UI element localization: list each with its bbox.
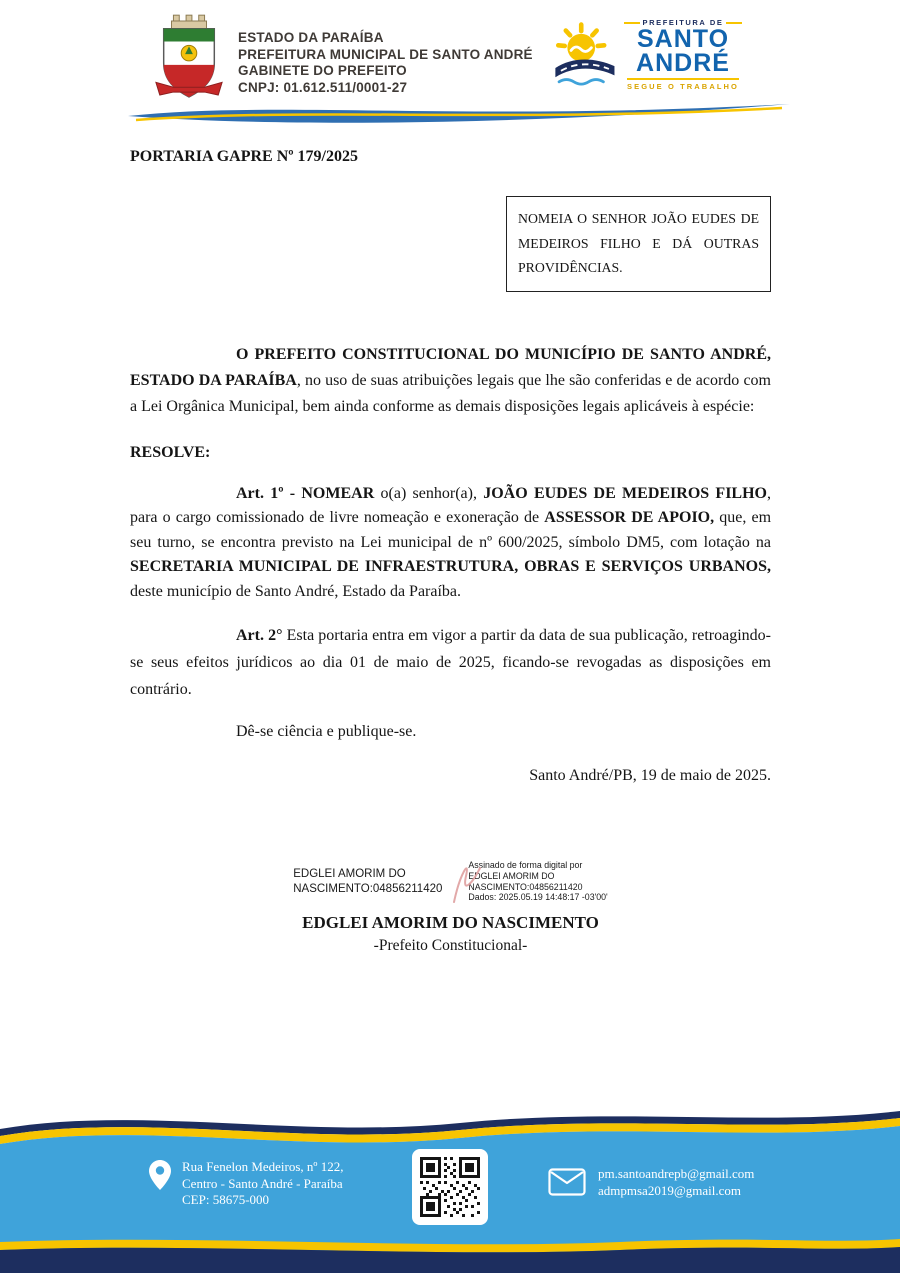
envelope-icon <box>548 1168 586 1196</box>
org-identification <box>238 30 533 96</box>
resolve-heading: RESOLVE: <box>130 443 211 461</box>
dateline: Santo André/PB, 19 de maio de 2025. <box>529 767 771 784</box>
art1-position: ASSESSOR DE APOIO, <box>544 509 715 526</box>
digital-signature-id <box>293 860 442 897</box>
preamble-paragraph <box>130 342 771 420</box>
digital-detail-line4: Dados: 2025.05.19 14:48:17 -03'00' <box>468 892 608 903</box>
art1-text-1: o(a) senhor(a), <box>374 484 484 502</box>
header-wave-divider <box>128 98 790 124</box>
document-footer <box>0 1093 900 1273</box>
address-street: Rua Fenelon Medeiros, nº 122, <box>182 1159 344 1174</box>
document-title: PORTARIA GAPRE Nº 179/2025 <box>130 148 358 165</box>
digital-detail-line3: NASCIMENTO:04856211420 <box>468 881 583 892</box>
email-text <box>598 1165 754 1199</box>
email-secondary: admpmsa2019@gmail.com <box>598 1183 742 1198</box>
digital-signature-row <box>130 860 771 903</box>
art1-heading: Art. 1º - NOMEAR <box>236 484 375 502</box>
article-1-paragraph <box>130 482 771 605</box>
org-cnpj-line: CNPJ: 01.612.511/0001-27 <box>238 79 408 95</box>
crest-crown <box>171 15 206 29</box>
org-state-line: ESTADO DA PARAÍBA <box>238 30 384 45</box>
art2-text: Esta portaria entra em vigor a partir da data de sua publicação, retroagindo-se seus efeitos jurídicos ao dia 01 de maio de 2025, ficando-se revogadas as disposições em contrário. <box>130 627 771 698</box>
art1-text-3: que, em seu turno, se encontra previsto na Lei municipal de nº 600/2025, símbolo DM5, com lotação na <box>130 509 772 551</box>
preamble-bold: O PREFEITO CONSTITUCIONAL DO MUNICÍPIO DE SANTO ANDRÉ, ESTADO DA PARAÍBA <box>130 345 771 389</box>
brand-name-line2: ANDRÉ <box>636 49 730 77</box>
summary-box: NOMEIA O SENHOR JOÃO EUDES DE MEDEIROS FILHO E DÁ OUTRAS PROVIDÊNCIAS. <box>506 196 771 292</box>
footer-content <box>0 1093 900 1273</box>
closing-line: Dê-se ciência e publique-se. <box>236 723 417 740</box>
coat-of-arms-icon <box>152 12 226 104</box>
address-cep: CEP: 58675-000 <box>182 1192 270 1207</box>
signature-block <box>130 860 771 955</box>
address-block <box>148 1159 343 1209</box>
signer-id-line1: EDGLEI AMORIM DO <box>293 868 406 880</box>
art1-text-4: deste município de Santo André, Estado da Paraíba. <box>130 582 462 600</box>
art1-text-2: , para o cargo comissionado de livre nomeação e exoneração de <box>130 484 771 526</box>
digital-signature-details <box>468 860 607 903</box>
document-header <box>0 12 900 104</box>
digital-detail-line2: EDGLEI AMORIM DO <box>468 870 555 881</box>
digital-signature-details-wrap <box>450 860 607 903</box>
org-prefeitura-line: PREFEITURA MUNICIPAL DE SANTO ANDRÉ <box>238 46 533 62</box>
signer-name: EDGLEI AMORIM DO NASCIMENTO <box>302 913 599 933</box>
art1-appointee-name: JOÃO EUDES DE MEDEIROS FILHO <box>483 484 767 502</box>
article-2-paragraph <box>130 622 771 703</box>
brand-name-line1: SANTO <box>636 25 730 53</box>
brand-kicker: PREFEITURA DE <box>624 18 742 27</box>
qr-code-pattern <box>420 1157 480 1217</box>
digital-detail-line1: Assinado de forma digital por <box>468 860 583 870</box>
city-brand-logo <box>548 18 742 94</box>
brand-tagline: SEGUE O TRABALHO <box>627 78 739 91</box>
art1-secretariat: SECRETARIA MUNICIPAL DE INFRAESTRUTURA, OBRAS E SERVIÇOS URBANOS, <box>130 558 771 575</box>
signer-role: -Prefeito Constitucional- <box>373 937 528 955</box>
email-block <box>548 1165 754 1199</box>
sun-road-icon <box>548 20 620 92</box>
document-content <box>130 140 771 785</box>
signer-id-line2: NASCIMENTO:04856211420 <box>293 883 443 895</box>
email-primary: pm.santoandrepb@gmail.com <box>598 1166 755 1181</box>
preamble-text: , no uso de suas atribuições legais que lhe são conferidas e de acordo com a Lei Orgânica Municipal, bem ainda conforme as demais disposições legais aplicáveis à espécie: <box>130 371 771 415</box>
address-text <box>182 1159 343 1209</box>
org-gabinete-line: GABINETE DO PREFEITO <box>238 63 407 78</box>
location-pin-icon <box>148 1159 172 1191</box>
art2-heading: Art. 2° <box>236 627 283 644</box>
address-city: Centro - Santo André - Paraíba <box>182 1175 343 1191</box>
signature-scribble-icon <box>444 854 484 906</box>
qr-code <box>412 1149 488 1225</box>
